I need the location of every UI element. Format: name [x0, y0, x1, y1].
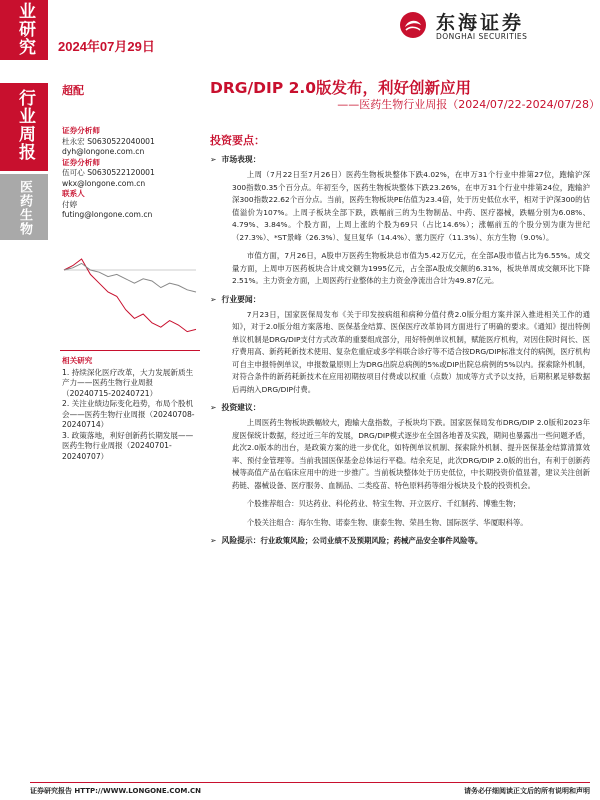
advice-paragraph: 上周医药生物板块跌幅较大，跑输大盘指数，子板块均下跌。国家医保局发布DRG/DIP 2.0版和2023年度医保统计数据，经过近三年的发展，DRG/DIP模式逐步在全国各地普及实践，期间也暴露出一些问题矛盾，此次2.0版本的出台，是政策方案的进一步优化，如特例单议机制、探索除外机制、提升医保基金结算清算效率、预付金管理等。当前我国医保基金总体运行平稳。结余充足，此次DRG/DIP 2.0版的出台，有利于创新药械等高值产品在临床应用中的进一步推广。当前板块整体处于历史低位，中长期投资价值显著，建议关注创新药链、器械设备、医疗服务、血制品、二类疫苗、特色原料药等细分板块及个股的投资机会。: [232, 418, 590, 490]
performance-chart: [60, 242, 200, 342]
market-value-paragraph: 市值方面，7月26日，A股申万医药生物板块总市值为5.42万亿元，在全部A股市值占比为6.55%。成交量方面，上周申万医药板块合计成交额为1995亿元，占全部A股成交额的6.31%，板块单周成交额环比下降2.51%。主力资金方面，上周医药行业整体的主力资金净流出合计为49.87亿元。: [232, 251, 590, 285]
category-band: [0, 83, 48, 171]
analyst-role: 证券分析师: [62, 126, 100, 135]
sector-label: 医药生物: [17, 180, 32, 236]
sector-band: [0, 174, 48, 240]
risk-text: 行业政策风险；公司业绩不及预期风险；药械产品安全事件风险等。: [260, 536, 483, 545]
analyst-role: 证券分析师: [62, 157, 100, 167]
performance-chart-svg: [60, 242, 200, 342]
contact-name: 付婷: [62, 199, 78, 209]
footer-left[interactable]: 证券研究报告 HTTP://WWW.LONGONE.COM.CN: [30, 787, 202, 795]
series-line-沪深300: [64, 263, 196, 292]
main-body: [210, 154, 590, 548]
contact-email[interactable]: futing@longone.com.cn: [62, 210, 153, 219]
news-paragraph: 7月23日，国家医保局发布《关于印发按病组和病种分值付费2.0版分组方案并深入推进相关工作的通知》，对于2.0版分组方案落地、医保基金结算、医保医疗改革协同方面进行了明确的要求。《通知》提出特例单议机制是DRG/DIP支付方式改革的重要组成部分，用好特例单议机制，赋能医疗机构，对因住院时间长、医疗费用高、新药耗新技术使用、复杂危重症或多学科联合诊疗等不适合按DRG/DIP标准支付的病例，医疗机构可自主申报特例单议，申报数量原则上为DRG出院总病例的5%或DIP出院总病例的5%以内。探索除外机制，对符合条件的新药耗新技术在应用初期按项目付费或以权重（点数）加成等方式予以支持，后期积累足够数据后再纳入DRG/DIP付费。: [232, 309, 590, 394]
analyst-name: 伍可心 S0630522120001: [62, 168, 155, 177]
portfolio-watch: 个股关注组合：海尔生物、诺泰生物、康泰生物、荣昌生物、国际医学、华厦眼科等。: [246, 517, 528, 527]
logo-cn-text: 东海证券: [436, 12, 525, 34]
analyst-name: 杜永宏 S0630522040001: [62, 136, 155, 146]
report-type-label: 业研究: [15, 2, 35, 56]
industry-weekly-label: 行业周报: [15, 89, 35, 161]
portfolio-recommend: 个股推荐组合：贝达药业、科伦药业、特宝生物、开立医疗、千红制药、博雅生物；: [246, 499, 521, 508]
report-subtitle: ——医药生物行业周报（2024/07/22-2024/07/28）: [337, 98, 600, 111]
key-points-heading: 投资要点：: [210, 134, 265, 147]
related-item[interactable]: 2. 关注业绩边际变化趋势，布局个股机会——医药生物行业周报（20240708-20240714）: [62, 399, 195, 429]
news-heading: ➢ 行业要闻：: [210, 294, 590, 305]
report-type-band: [0, 0, 48, 60]
footer-right: 请务必仔细阅读正文后的所有说明和声明: [464, 787, 590, 795]
related-item[interactable]: 3. 政策落地，利好创新药长期发展——医药生物行业周报（20240701-20240707）: [62, 430, 194, 461]
related-item[interactable]: 1. 持续深化医疗改革，大力发展新质生产力——医药生物行业周报（20240715-20240721）: [62, 367, 194, 398]
logo-en-text: DONGHAI SECURITIES: [436, 32, 528, 41]
risk-heading: ➢ 风险提示：: [210, 536, 261, 545]
related-divider: [60, 350, 200, 351]
logo-mark-icon: [398, 10, 428, 40]
market-heading: ➢ 市场表现：: [210, 154, 590, 165]
risk-line: [210, 535, 590, 548]
analyst-email[interactable]: wkx@longone.com.cn: [62, 178, 146, 188]
report-date: 2024年07月29日: [58, 39, 155, 54]
related-research: [62, 356, 197, 462]
advice-heading: ➢ 投资建议：: [210, 402, 590, 413]
analyst-block: [62, 126, 202, 221]
market-paragraph: 上周（7月22日至7月26日）医药生物板块整体下跌4.02%，在申万31个行业中排第27位，跑输沪深300指数0.35个百分点。年初至今，医药生物板块整体下跌23.26%，在申万31个行业中排第24位，跑输沪深300指数22.62个百分点。当前，医药生物板块PE估值为23.4倍，处于历史低位水平，相对于沪深300的估值溢价为107%。上周子板块全部下跌，跌幅前三的为生物制品、中药、医疗器械，跌幅分别为6.08%、4.79%、3.84%。个股方面，上周上涨的个股为69只（占比14.6%）；涨幅前五的个股分别为康为世纪（27.3%）、*ST景峰（26.3%）、复旦复华（14.4%）、塞力医疗（11.3%）、东方生物（9.0%）。: [232, 170, 590, 242]
analyst-email[interactable]: dyh@longone.com.cn: [62, 147, 145, 156]
report-title: DRG/DIP 2.0版发布，利好创新应用: [210, 79, 472, 97]
related-title: 相关研究: [62, 356, 93, 365]
company-logo: [398, 8, 588, 42]
footer-divider: [30, 782, 590, 783]
contact-role: 联系人: [62, 189, 85, 198]
rating-label: 超配: [62, 84, 84, 97]
